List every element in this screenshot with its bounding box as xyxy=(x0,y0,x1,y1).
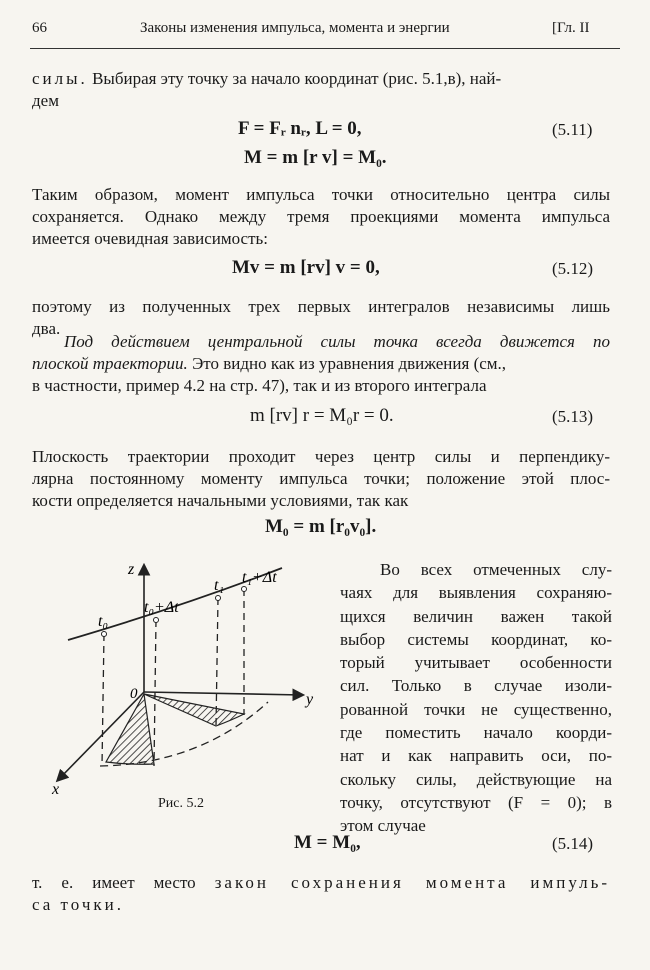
spaced-phrase: са точки. xyxy=(32,895,124,914)
label-t0dt: t₀+Δt xyxy=(144,599,179,616)
page-number: 66 xyxy=(32,20,47,36)
label-x: x xyxy=(52,781,60,798)
equation-number: (5.13) xyxy=(552,407,594,426)
spaced-phrase: закон сохранения момента импуль- xyxy=(214,873,611,892)
chapter-label: [Гл. II xyxy=(552,20,590,36)
hatched-sector xyxy=(144,694,244,726)
spaced-word: силы. xyxy=(32,69,88,88)
equation-5-14: M = M₀, xyxy=(294,832,361,853)
equation-number: (5.12) xyxy=(552,259,594,278)
equation-5-11-line1: F = Fᵣ nᵣ, L = 0, xyxy=(238,118,362,139)
running-title: Законы изменения импульса, момента и энергии xyxy=(140,20,450,36)
label-z: z xyxy=(128,561,135,578)
hatched-sector xyxy=(106,694,154,764)
equation-number: (5.14) xyxy=(552,834,594,853)
point-t0 xyxy=(102,632,107,637)
equation-5-12: Mv = m [rv] v = 0, xyxy=(232,257,380,278)
equation-m0: M₀ = m [r₀v₀]. xyxy=(265,516,377,537)
label-y: y xyxy=(306,691,314,708)
label-t1dt: t₁+Δt xyxy=(242,569,277,586)
projection-line xyxy=(102,634,104,766)
header-rule xyxy=(30,48,620,49)
label-origin: 0 xyxy=(130,686,138,702)
equation-5-11-line2: M = m [r v] = M₀. xyxy=(244,147,387,168)
y-axis xyxy=(144,692,302,695)
figure-caption: Рис. 5.2 xyxy=(158,796,204,811)
paragraph-3: поэтому из полученных трех первых интегралов независимы лишь два. xyxy=(32,297,610,338)
label-t1: t₁ xyxy=(214,577,225,594)
point-t1dt xyxy=(242,587,247,592)
equation-5-13: m [rv] r = M₀r = 0. xyxy=(250,405,394,426)
figure-5-2 xyxy=(30,552,330,822)
paragraph-2: Таким образом, момент импульса точки относительно центра силы сохраняется. Однако между тремя проекциями момента импульса имеется очевидная зависимость: xyxy=(32,185,610,248)
projection-line xyxy=(216,598,218,726)
paragraph-6: т. е. имеет место закон сохранения момента импуль- са точки. xyxy=(32,873,611,914)
paragraph-4: Под действием центральной силы точка всегда движется по плоской траектории. Это видно как из уравнения движения (см., в частности, пример 4.2 на стр. 47), так и из второго интеграла xyxy=(32,332,610,395)
label-t0: t₀ xyxy=(98,613,109,630)
paragraph-1: силы. Выбирая эту точку за начало координат (рис. 5.1,в), най- дем xyxy=(32,69,502,110)
point-t1 xyxy=(216,596,221,601)
equation-number: (5.11) xyxy=(552,120,593,139)
point-t0dt xyxy=(154,618,159,623)
side-text: Во всех отмеченных слу- чаях для выявления сохраняю- щихся величин важен такой выбор системы координат, ко- торый учитывает особенности сил. Только в случае изоли- рованной точки не существенно, где поместить начало коорди- нат и как направить оси, по- скольку силы, действующие на точку, отсутствуют (F = 0); в этом случае xyxy=(340,560,612,836)
paragraph-5: Плоскость траектории проходит через центр силы и перпендику- лярна постоянному моменту импульса точки; положение этой плос- кости определяется начальными условиями, так как xyxy=(32,447,610,510)
